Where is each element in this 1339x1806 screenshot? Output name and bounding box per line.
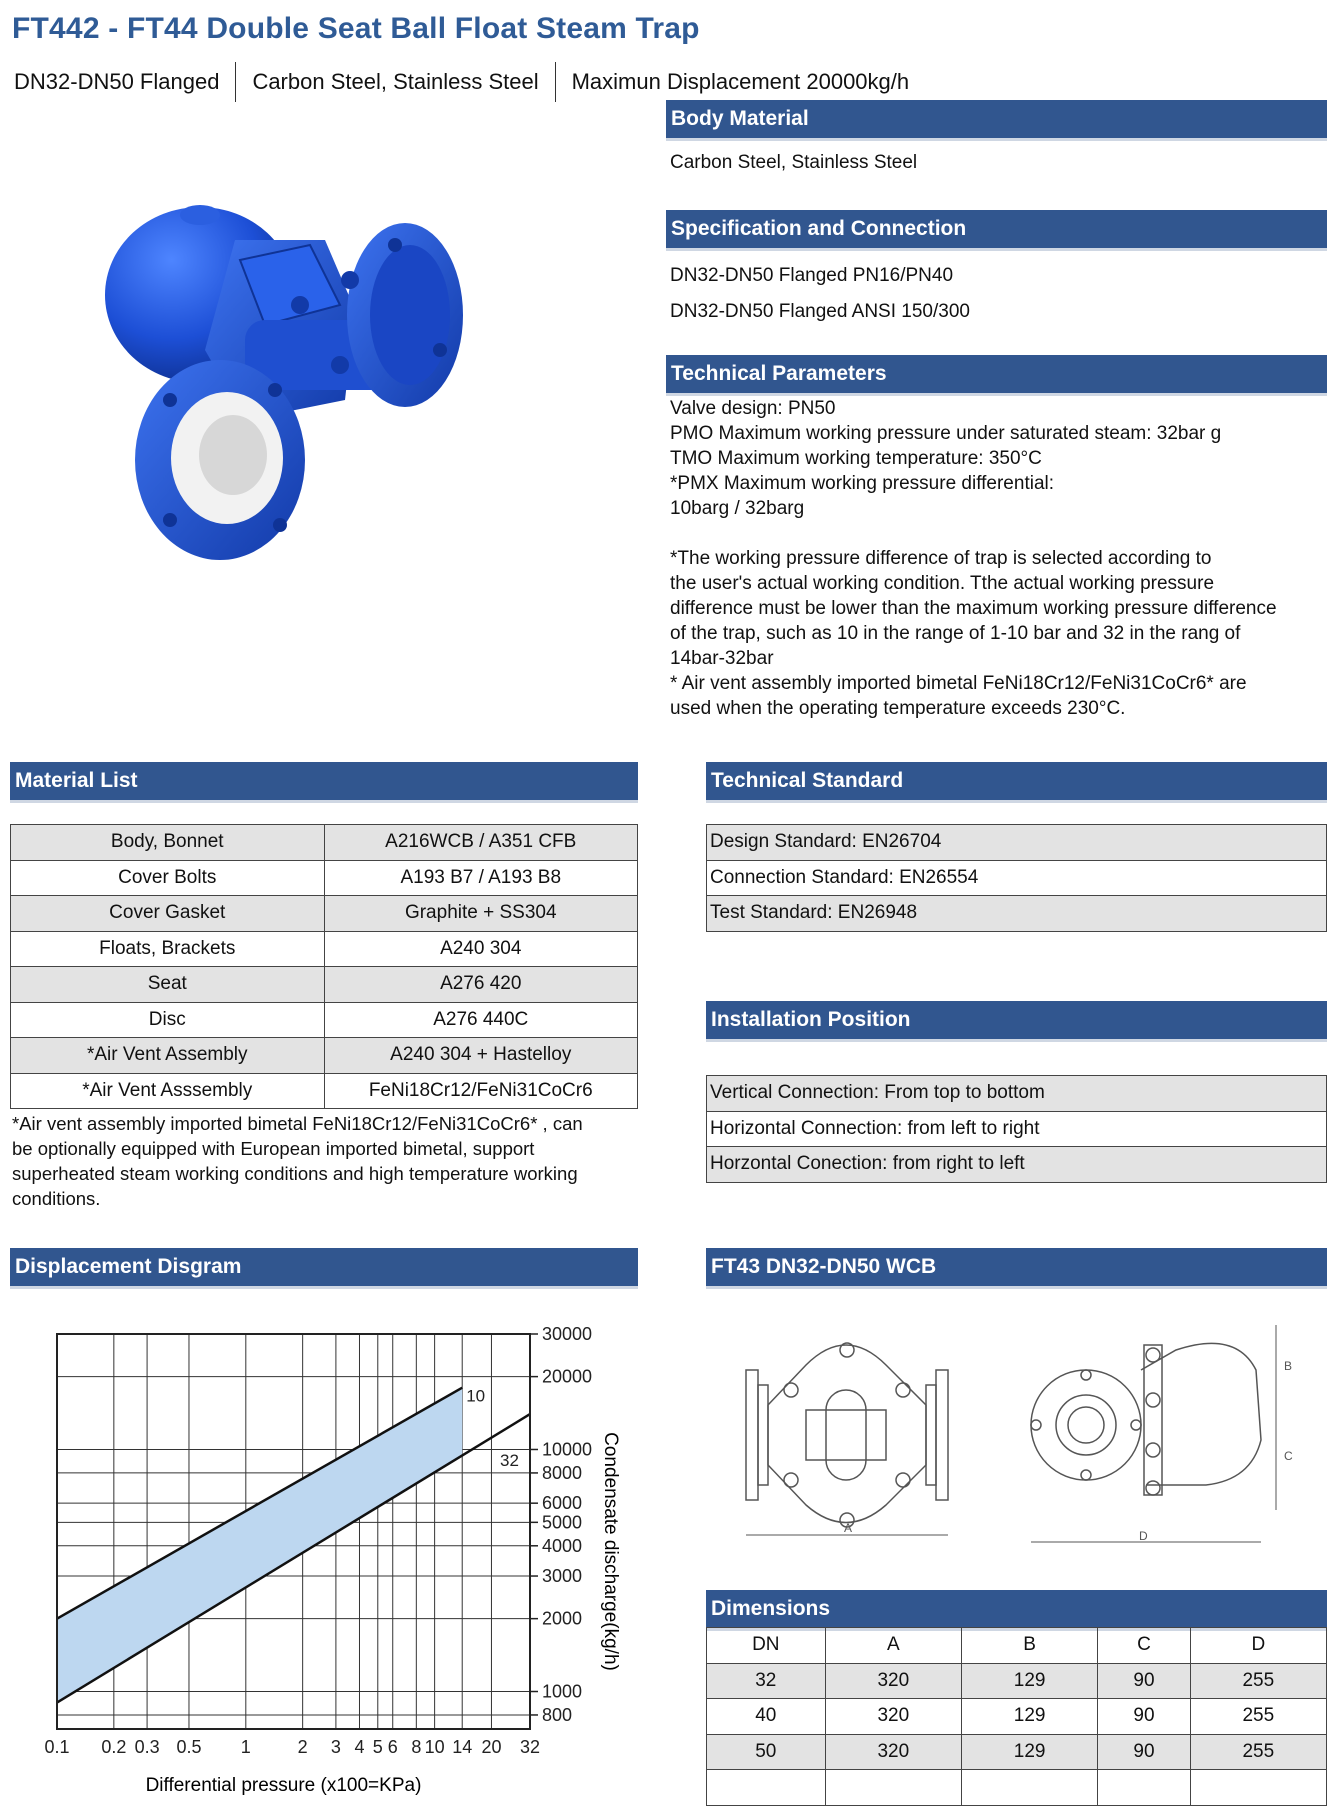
- spec-heading: Specification and Connection: [666, 210, 1327, 248]
- table-row: [11, 825, 638, 861]
- table-row: [707, 1111, 1327, 1147]
- table-row: [11, 1073, 638, 1109]
- material-grade: Graphite + SS304: [324, 896, 638, 932]
- param-line: 10barg / 32barg: [670, 498, 805, 519]
- table-row: [707, 1147, 1327, 1183]
- param-line: the user's actual working condition. Tthe actual working pressure: [670, 573, 1215, 594]
- dim-cell: 50: [707, 1734, 826, 1770]
- tech-standard-table: [706, 824, 1327, 932]
- material-part: Floats, Brackets: [11, 931, 325, 967]
- header-cell: A: [825, 1628, 961, 1664]
- installation-cell: Horzontal Conection: from right to left: [707, 1147, 1327, 1183]
- dim-cell: 320: [825, 1699, 961, 1735]
- material-grade: A240 304: [324, 931, 638, 967]
- subtitle-material: Carbon Steel, Stainless Steel: [252, 69, 539, 94]
- spec-line: DN32-DN50 Flanged ANSI 150/300: [670, 301, 970, 322]
- x-tick-label: 20: [481, 1737, 502, 1757]
- installation-table: [706, 1075, 1327, 1183]
- material-part: Cover Bolts: [11, 860, 325, 896]
- table-row: [11, 967, 638, 1003]
- dim-cell: [707, 1770, 826, 1806]
- param-line: of the trap, such as 10 in the range of 1-10 bar and 32 in the rang of: [670, 623, 1241, 644]
- header-cell: C: [1098, 1628, 1190, 1664]
- dim-cell: [1098, 1770, 1190, 1806]
- series-line-32: [57, 1414, 530, 1702]
- dim-cell: 320: [825, 1663, 961, 1699]
- param-line: TMO Maximum working temperature: 350°C: [670, 448, 1042, 469]
- installation-heading: Installation Position: [706, 1001, 1327, 1039]
- dim-cell: 90: [1098, 1699, 1190, 1735]
- material-table: [10, 824, 638, 1109]
- subtitle-size: DN32-DN50 Flanged: [14, 69, 220, 94]
- y-tick-label: 1000: [542, 1681, 583, 1702]
- page-title: FT442 - FT44 Double Seat Ball Float Steam Trap: [12, 12, 700, 45]
- param-line: difference must be lower than the maximum working pressure difference: [670, 598, 1277, 619]
- y-tick-label: 20000: [542, 1366, 593, 1387]
- table-row: [11, 860, 638, 896]
- dim-cell: 90: [1098, 1734, 1190, 1770]
- param-line: * Air vent assembly imported bimetal FeNi18Cr12/FeNi31CoCr6* are: [670, 673, 1247, 694]
- table-row: [11, 1002, 638, 1038]
- dim-cell: [961, 1770, 1097, 1806]
- table-row: [11, 931, 638, 967]
- note-line: conditions.: [12, 1188, 101, 1209]
- installation-cell: Horizontal Connection: from left to right: [707, 1111, 1327, 1147]
- material-grade: A276 420: [324, 967, 638, 1003]
- x-tick-label: 0.3: [134, 1737, 160, 1757]
- material-grade: A276 440C: [324, 1002, 638, 1038]
- param-line: *The working pressure difference of trap is selected according to: [670, 548, 1212, 569]
- note-line: be optionally equipped with European imported bimetal, support: [12, 1138, 535, 1159]
- header-cell: D: [1190, 1628, 1326, 1664]
- body-material-text: Carbon Steel, Stainless Steel: [670, 152, 918, 173]
- dim-cell: 255: [1190, 1734, 1326, 1770]
- dim-cell: 255: [1190, 1699, 1326, 1735]
- series-label-10: 10: [466, 1386, 486, 1406]
- product-image: [95, 200, 565, 620]
- technical-drawing: [706, 1310, 1327, 1570]
- dim-cell: [825, 1770, 961, 1806]
- series-10-area: [57, 1388, 462, 1703]
- dim-label-a: A: [844, 1521, 853, 1535]
- x-tick-label: 10: [424, 1737, 445, 1757]
- x-tick-label: 5: [372, 1737, 383, 1757]
- material-grade: A193 B7 / A193 B8: [324, 860, 638, 896]
- param-line: PMO Maximum working pressure under saturated steam: 32bar g: [670, 423, 1222, 444]
- y-tick-label: 10000: [542, 1439, 593, 1460]
- material-part: Seat: [11, 967, 325, 1003]
- spec-list: [670, 258, 970, 330]
- param-line: *PMX Maximum working pressure differential:: [670, 473, 1055, 494]
- dim-cell: 129: [961, 1734, 1097, 1770]
- table-row: [707, 1699, 1327, 1735]
- table-row: [707, 1770, 1327, 1806]
- x-tick-label: 32: [519, 1737, 541, 1757]
- x-tick-label: 1: [240, 1737, 251, 1757]
- displacement-heading: Displacement Disgram: [10, 1248, 638, 1286]
- y-tick-label: 30000: [542, 1324, 593, 1344]
- table-row: [707, 1076, 1327, 1112]
- x-tick-label: 3: [330, 1737, 341, 1757]
- dim-cell: 129: [961, 1663, 1097, 1699]
- y-tick-label: 800: [542, 1704, 573, 1725]
- table-row: [707, 896, 1327, 932]
- param-line: Valve design: PN50: [670, 398, 836, 419]
- header-cell: DN: [707, 1628, 826, 1664]
- tech-params-text: [670, 396, 1277, 721]
- table-row: [11, 896, 638, 932]
- y-tick-label: 5000: [542, 1512, 583, 1533]
- dim-label-b: B: [1284, 1359, 1293, 1373]
- param-line: used when the operating temperature exceeds 230°C.: [670, 698, 1126, 719]
- x-tick-label: 6: [387, 1737, 398, 1757]
- x-tick-label: 0.2: [101, 1737, 127, 1757]
- y-tick-label: 3000: [542, 1566, 583, 1587]
- drawing-heading: FT43 DN32-DN50 WCB: [706, 1248, 1327, 1286]
- material-part: Cover Gasket: [11, 896, 325, 932]
- x-tick-label: 4: [354, 1737, 365, 1757]
- material-grade: A240 304 + Hastelloy: [324, 1038, 638, 1074]
- displacement-chart: [0, 1310, 660, 1805]
- header-cell: B: [961, 1628, 1097, 1664]
- dim-cell: 129: [961, 1699, 1097, 1735]
- table-row: [707, 1734, 1327, 1770]
- y-tick-label: 8000: [542, 1462, 583, 1483]
- material-list-heading: Material List: [10, 762, 638, 800]
- standard-cell: Test Standard: EN26948: [707, 896, 1327, 932]
- x-axis-label: Differential pressure (x100=KPa): [145, 1775, 422, 1796]
- series-label-32: 32: [500, 1451, 519, 1471]
- dim-cell: 40: [707, 1699, 826, 1735]
- param-gap: [670, 521, 1277, 546]
- x-tick-label: 2: [297, 1737, 308, 1757]
- material-grade: A216WCB / A351 CFB: [324, 825, 638, 861]
- material-part: *Air Vent Assembly: [11, 1038, 325, 1074]
- dimensions-table: [706, 1627, 1327, 1806]
- material-grade: FeNi18Cr12/FeNi31CoCr6: [324, 1073, 638, 1109]
- installation-cell: Vertical Connection: From top to bottom: [707, 1076, 1327, 1112]
- subtitle-displacement: Maximun Displacement 20000kg/h: [571, 69, 910, 94]
- spec-line: DN32-DN50 Flanged PN16/PN40: [670, 265, 954, 286]
- standard-cell: Connection Standard: EN26554: [707, 860, 1327, 896]
- dim-cell: [1190, 1770, 1326, 1806]
- body-material-heading: Body Material: [666, 100, 1327, 138]
- subtitle-row: [12, 62, 925, 102]
- x-tick-label: 0.5: [176, 1737, 202, 1757]
- dim-cell: 32: [707, 1663, 826, 1699]
- tech-standard-heading: Technical Standard: [706, 762, 1327, 800]
- x-tick-label: 14: [452, 1737, 473, 1757]
- param-line: 14bar-32bar: [670, 648, 774, 669]
- table-row: [707, 1663, 1327, 1699]
- note-line: *Air vent assembly imported bimetal FeNi18Cr12/FeNi31CoCr6* , can: [12, 1113, 583, 1134]
- y-tick-label: 2000: [542, 1608, 583, 1629]
- dim-label-c: C: [1284, 1449, 1293, 1463]
- table-header-row: [707, 1628, 1327, 1664]
- note-line: superheated steam working conditions and high temperature working: [12, 1163, 578, 1184]
- material-note: [12, 1111, 642, 1211]
- y-tick-label: 6000: [542, 1493, 583, 1514]
- material-part: Body, Bonnet: [11, 825, 325, 861]
- dim-cell: 320: [825, 1734, 961, 1770]
- y-tick-label: 4000: [542, 1535, 583, 1556]
- material-part: Disc: [11, 1002, 325, 1038]
- dim-label-d: D: [1139, 1529, 1148, 1543]
- dim-cell: 255: [1190, 1663, 1326, 1699]
- y-axis-label: Condensate discharge(kg/h): [600, 1432, 621, 1671]
- table-row: [707, 825, 1327, 861]
- table-row: [11, 1038, 638, 1074]
- dim-cell: 90: [1098, 1663, 1190, 1699]
- table-row: [707, 860, 1327, 896]
- material-part: *Air Vent Asssembly: [11, 1073, 325, 1109]
- x-tick-label: 0.1: [44, 1737, 70, 1757]
- standard-cell: Design Standard: EN26704: [707, 825, 1327, 861]
- tech-params-heading: Technical Parameters: [666, 355, 1327, 393]
- x-tick-label: 8: [411, 1737, 422, 1757]
- dimensions-heading: Dimensions: [706, 1590, 1327, 1628]
